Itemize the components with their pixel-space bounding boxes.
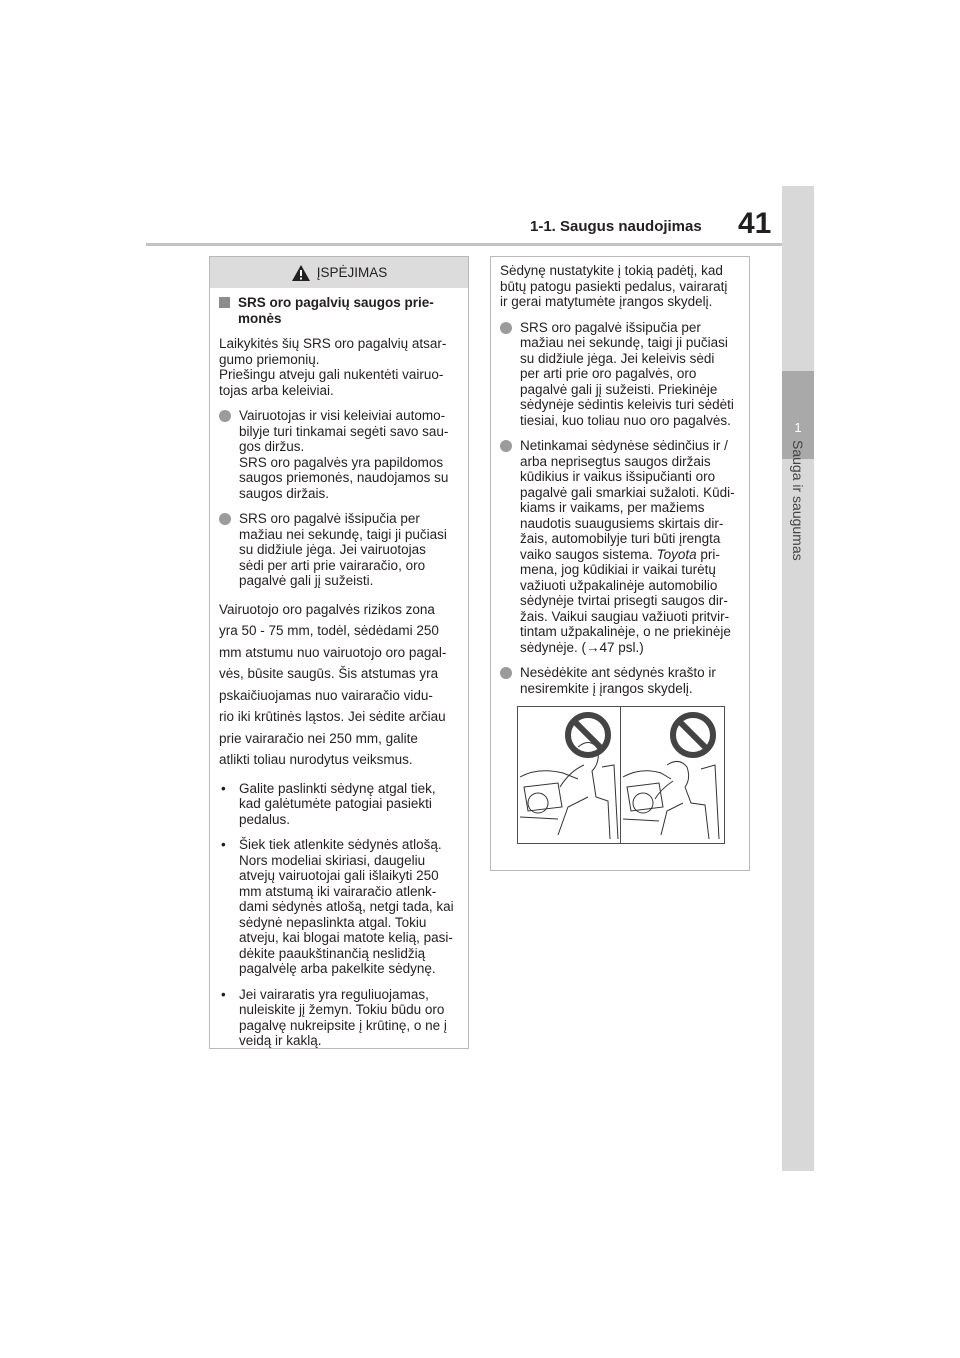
chapter-number: 1 xyxy=(794,420,802,435)
page-number: 41 xyxy=(738,207,772,240)
prohibited-sign-icon xyxy=(673,715,713,755)
warning-title: ĮSPĖJIMAS xyxy=(316,265,388,280)
intro-paragraph: Laikykitės šių SRS oro pagalvių atsar- gumo priemonių. Priešingu atveju gali nukentėti vairuo- tojas arba keleiviai. xyxy=(219,336,447,398)
bullet-mark: • xyxy=(221,837,226,852)
list-item-text: Vairuotojas ir visi keleiviai automo- bilyje turi tinkamai segėti savo sau- gos diržus. SRS oro pagalvės yra papildomos saugos priemonės, naudojamos su saugos diržais. xyxy=(239,408,449,501)
list-item xyxy=(500,438,741,655)
dot-bullet-icon xyxy=(219,513,231,525)
list-item xyxy=(219,511,460,589)
dot-bullet-icon xyxy=(500,667,512,679)
list-item xyxy=(500,665,741,696)
list-item-text: SRS oro pagalvė išsipučia per mažiau nei sekundę, taigi ji pučiasi su didžiule jėga. Jei vairuotojas sėdi per arti prie vairaračio, oro pagalvė gali jį sužeisti. xyxy=(239,511,447,588)
seat-intro: Sėdynę nustatykite į tokią padėtį, kad būtų patogu pasiekti pedalus, vairaratį ir gerai matytumėte įrangos skydelį. xyxy=(500,263,728,309)
continuation-box xyxy=(490,256,750,871)
bullet-item xyxy=(219,837,460,977)
bullet-text: Galite paslinkti sėdynę atgal tiek, kad galėtumėte patogiai pasiekti pedalus. xyxy=(239,780,436,827)
section-heading-text: SRS oro pagalvių saugos prie- monės xyxy=(238,295,434,326)
prohibited-sign-icon xyxy=(568,715,608,755)
section-heading xyxy=(219,295,460,326)
bullet-text: Šiek tiek atlenkite sėdynės atlošą. Nors modeliai skiriasi, daugeliu atvejų vairuotojai gali išlaikyti 250 mm atstumą iki vairaračio atlenk- dami sėdynės atlošą, netgi tada, kai sėdynė nepaslinkta atgal. Tokiu atveju, kai blogai matote kelią, pasi- dėkite paaukštinančią neslidžią pagalvėlę arba pakelkite sėdynę. xyxy=(239,837,454,976)
bullet-text: Jei vairaratis yra reguliuojamas, nuleiskite jį žemyn. Tokiu būdu oro pagalvę nukreipsite į krūtinę, o ne į veidą ir kaklą. xyxy=(239,986,447,1048)
illustration-panel-left xyxy=(518,707,620,843)
list-item xyxy=(500,320,741,429)
list-item-text: SRS oro pagalvė išsipučia per mažiau nei sekundę, taigi ji pučiasi su didžiule jėga. Jei keleivis sėdi per arti prie oro pagalvės, oro pagalvė gali jį sužeisti. Priekinėje sėdynėje sėdintis keleivis turi sėdėti tiesiai, kuo toliau nuo oro pagalvės. xyxy=(520,319,734,428)
list-item-text xyxy=(520,438,735,655)
warning-box xyxy=(209,256,469,1049)
section-title: 1-1. Saugus naudojimas xyxy=(530,218,702,235)
dot-bullet-icon xyxy=(219,410,231,422)
child-seat-text-tail: pri- mena, jog kūdikiai ir vaikai turėtų važiuoti užpakalinėje automobilio sėdynėje tvirtai prisegti saugos dir- žais. Vaikui saugiau važiuoti pritvir- tintam užpakalinėje, o ne priekinėje sėdynėje. (→47 psl.) xyxy=(520,546,731,655)
child-seat-text: Netinkamai sėdynėse sėdinčius ir / arba neprisegtus saugos diržais kūdikius ir vaikus išsipučianti oro pagalvė gali smarkiai sužaloti. Kūdi- kiams ir vaikams, per mažiems naudotis suaugusiems skirtais dir- žais, automobilyje turi būti įrengta vaiko saugos sistema. xyxy=(520,438,735,562)
bullet-mark: • xyxy=(221,986,226,1002)
list-item-text: Nesėdėkite ant sėdynės krašto ir nesiremkite į įrangos skydelį. xyxy=(520,665,716,696)
warning-header xyxy=(210,257,468,288)
bullet-mark: • xyxy=(221,780,226,796)
brand-name: Toyota xyxy=(656,546,697,562)
bullet-item xyxy=(219,781,460,828)
chapter-title: Sauga ir saugumas xyxy=(790,440,806,561)
warning-triangle-icon xyxy=(291,264,311,282)
header-divider xyxy=(146,243,782,246)
square-bullet-icon xyxy=(219,297,230,308)
illustration-panel-right xyxy=(621,707,724,843)
distance-paragraph: Vairuotojo oro pagalvės rizikos zona yra 50 - 75 mm, todėl, sėdėdami 250 mm atstumu nuo vairuotojo oro pagal- vės, būsite saugūs. Šis atstumas yra pskaičiuojamas nuo vairaračio vidu- rio iki krūtinės ląstos. Jei sėdite arčiau prie vairaračio nei 250 mm, galite atlikti toliau nurodytus veiksmus. xyxy=(219,601,447,767)
dot-bullet-icon xyxy=(500,440,512,452)
list-item xyxy=(219,408,460,501)
bullet-item xyxy=(219,987,460,1049)
side-tab xyxy=(782,186,814,1171)
dot-bullet-icon xyxy=(500,322,512,334)
seating-illustration xyxy=(517,706,725,844)
